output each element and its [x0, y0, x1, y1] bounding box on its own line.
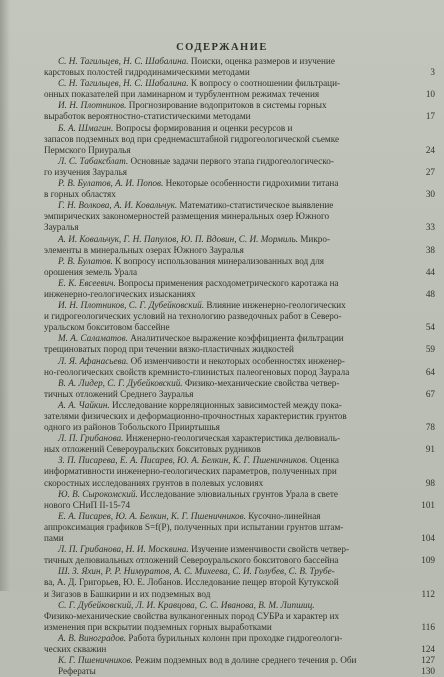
- toc-line: [44, 134, 419, 145]
- toc-title-text: ных отложений Североуральских бокситовых рудников: [44, 444, 261, 455]
- toc-title-text: карстовых полостей гидродинамическими методами: [44, 67, 250, 78]
- toc-title-text: одного из районов Тобольского Прииртышья: [44, 422, 220, 433]
- toc-line: [44, 67, 419, 78]
- toc-line: [44, 234, 419, 245]
- toc-authors: Л. П. Грибанова.: [58, 433, 126, 444]
- toc-line: [44, 278, 419, 289]
- toc-line: [44, 411, 419, 422]
- toc-line: [44, 577, 419, 588]
- toc-authors: Ш. З. Яхин, Р. Р. Нимуратов, А. С. Михеева, С. И. Голубев, С. В. Трубе-: [58, 566, 335, 577]
- toc-authors: К. Г. Пшеничников.: [58, 655, 136, 666]
- toc-page-number: 48: [425, 288, 435, 299]
- toc-page-number: 3: [430, 67, 435, 78]
- toc-authors: Б. А. Шмагин.: [58, 122, 116, 133]
- toc-line: [44, 600, 419, 611]
- toc-line: [44, 289, 419, 300]
- toc-line: [44, 322, 419, 333]
- toc-page-number: 101: [421, 499, 435, 510]
- toc-line: [44, 555, 419, 566]
- toc-line: [44, 200, 419, 211]
- toc-title-text: уральском бокситовом бассейне: [44, 322, 170, 333]
- toc-title-text: го изучения Зауралья: [44, 166, 127, 177]
- toc-title-text: эмпирических закономерностей размещения минеральных озер Южного: [44, 211, 330, 222]
- toc-authors: А. И. Ковальчук, Г. Н. Папулов, Ю. П. Вдовин, С. И. Мормиль.: [58, 233, 301, 244]
- toc-authors: А. А. Чайкин.: [58, 399, 112, 410]
- toc-title-text: орошения земель Урала: [44, 266, 138, 277]
- toc-authors: И. Н. Плотников, С. Г. Дубейковский.: [58, 300, 207, 311]
- toc-authors: Е. К. Евсеевич.: [58, 277, 119, 288]
- toc-page-number: 54: [425, 322, 435, 333]
- toc-line: [44, 489, 419, 500]
- toc-title-text: Изучение изменчивости свойств четвер-: [190, 544, 350, 555]
- toc-entry: [44, 100, 435, 122]
- toc-page-number: 67: [425, 388, 435, 399]
- toc-title-text: Исследование корреляционных зависимостей между пока-: [111, 399, 342, 410]
- toc-entry: [44, 355, 435, 378]
- toc-line: [44, 300, 419, 311]
- toc-line: [44, 589, 419, 600]
- table-of-contents: [44, 56, 435, 677]
- toc-title-text: ва, А. Д. Григорьев, Ю. Е. Лобанов. Исследование пещер второй Кутукской: [44, 577, 339, 588]
- toc-line: [44, 378, 419, 389]
- toc-entry: [44, 510, 435, 544]
- toc-title-text: ческих скважин: [44, 643, 107, 654]
- toc-title-text: К вопросу о соотношении фильтраци-: [190, 78, 341, 89]
- toc-title-text: Исследование элювиальных грунтов Урала в свете: [140, 488, 338, 499]
- toc-entry: [44, 377, 435, 400]
- toc-line: [44, 211, 419, 222]
- toc-line: [44, 145, 419, 156]
- toc-entry: [44, 399, 435, 433]
- toc-entry: [44, 655, 435, 666]
- toc-title-text: Физико-механические свойства четвер-: [184, 377, 340, 388]
- toc-title-text: Математико-статистическое выявление: [179, 200, 334, 211]
- toc-line: [44, 344, 419, 355]
- toc-line: [44, 333, 419, 344]
- toc-title-text: тичных делювиальных отложений Североуральского бокситового бассейна: [44, 555, 339, 566]
- toc-entry: [44, 122, 435, 156]
- toc-line: [44, 522, 419, 533]
- toc-line: [44, 178, 419, 189]
- toc-title-text: Пермского Приуралья: [44, 144, 131, 155]
- toc-line: [44, 466, 419, 477]
- toc-title-text: Поиски, оценка размеров и изучение: [190, 56, 335, 66]
- toc-page-number: 91: [425, 444, 435, 455]
- toc-title-text: Некоторые особенности гидрохимии титана: [165, 178, 339, 189]
- toc-title-text: Кусочно-линейная: [248, 510, 321, 521]
- toc-line: [44, 78, 419, 89]
- toc-line: [44, 56, 419, 67]
- toc-entry: [44, 488, 435, 511]
- toc-entry: [44, 566, 435, 599]
- toc-title-text: и гидрогеологических условий на технологию разведочных работ в Северо-: [44, 311, 342, 322]
- toc-line: [44, 256, 419, 267]
- toc-page-number: 10: [425, 89, 435, 100]
- toc-title-text: Аналитическое выражение коэффициента фильтрации: [130, 333, 344, 344]
- toc-authors: Л. П. Грибанова, Н. И. Москвина.: [58, 544, 191, 555]
- toc-line: [44, 356, 419, 367]
- toc-line: [44, 167, 419, 178]
- toc-title-text: но-геологических свойств кремнисто-глинистых палеогеновых пород Заурала: [44, 366, 350, 377]
- toc-line: [44, 123, 419, 134]
- toc-line: [44, 644, 419, 655]
- toc-authors: А. В. Виноградов.: [58, 632, 129, 643]
- toc-authors: Л. Я. Афанасьева.: [58, 355, 131, 366]
- toc-line: [44, 478, 419, 489]
- toc-line: [44, 444, 419, 455]
- toc-page-number: 130: [421, 666, 435, 677]
- toc-title-text: в горных областях: [44, 189, 116, 200]
- toc-title-text: Об изменчивости и некоторых особенностях инженер-: [130, 355, 345, 366]
- toc-line: [44, 100, 419, 111]
- toc-page-number: 104: [421, 533, 435, 544]
- toc-title-text: пами: [44, 533, 64, 544]
- page-title: СОДЕРЖАНИЕ: [176, 42, 268, 53]
- toc-title-text: Основные задачи первого этапа гидрогеологическо-: [130, 155, 334, 166]
- toc-entry: [44, 277, 435, 300]
- toc-page-number: 64: [425, 366, 435, 377]
- toc-page-number: 17: [425, 111, 435, 122]
- toc-line: [44, 611, 419, 622]
- toc-line: [44, 433, 419, 444]
- toc-line: [44, 566, 419, 577]
- toc-title-text: Физико-механические свойства вулканогенных пород СУБРа и характер их: [44, 610, 340, 621]
- toc-authors: Г. Н. Волкова, А. И. Ковальчук.: [58, 200, 180, 211]
- toc-title-text: Прогнозирование водопритоков в системы горных: [128, 100, 327, 111]
- toc-authors: С. Г. Дубейковский, Л. И. Кравцова, С. С. Иванова, В. М. Липшиц.: [58, 599, 315, 610]
- toc-entry: [44, 455, 435, 488]
- toc-page-number: 127: [421, 655, 435, 666]
- toc-authors: Р. В. Булатов.: [58, 255, 116, 266]
- toc-page-number: 27: [425, 166, 435, 177]
- toc-line: [44, 245, 419, 256]
- toc-authors: Л. С. Табаксблат.: [58, 155, 131, 166]
- toc-line: [44, 156, 419, 167]
- toc-entry: [44, 56, 435, 78]
- toc-title-text: и Зигазов в Башкирии и их подземных вод: [44, 588, 211, 599]
- toc-entry: [44, 666, 435, 677]
- toc-line: [44, 633, 419, 644]
- toc-authors: Р. В. Булатов, А. И. Попов.: [58, 178, 166, 189]
- toc-page-number: 30: [425, 189, 435, 200]
- toc-entry: [44, 255, 435, 278]
- toc-line: [44, 655, 419, 666]
- toc-page-number: 38: [425, 244, 435, 255]
- toc-entry: [44, 233, 435, 256]
- toc-title-text: нового СНиП II-15-74: [44, 499, 131, 510]
- toc-entry: [44, 155, 435, 178]
- toc-line: [44, 666, 419, 677]
- toc-title-text: Рефераты: [58, 666, 96, 677]
- toc-title-text: Вопросы применения расходометрического каротажа на: [118, 277, 339, 288]
- toc-title-text: Инженерно-геологическая характеристика делювиаль-: [125, 433, 341, 444]
- toc-title-text: информативности инженерно-геологических параметров, полученных при: [44, 466, 337, 477]
- toc-authors: М. А. Саламатов.: [58, 333, 131, 344]
- toc-line: [44, 422, 419, 433]
- toc-title-text: зателями физических и деформационно-прочностных характеристик грунтов: [44, 411, 347, 421]
- toc-page-number: 116: [421, 621, 435, 632]
- toc-page-number: 78: [425, 422, 435, 433]
- toc-line: [44, 367, 419, 378]
- toc-page-number: 44: [425, 266, 435, 277]
- toc-line: [44, 89, 419, 100]
- toc-authors: Ю. В. Сырокомский.: [58, 488, 141, 499]
- toc-line: [44, 222, 419, 233]
- toc-entry: [44, 333, 435, 355]
- toc-line: [44, 267, 419, 278]
- toc-line: [44, 311, 419, 322]
- toc-page-number: 24: [425, 144, 435, 155]
- toc-title-text: Работа бурильных колонн при проходке гидрогеологи-: [128, 632, 343, 643]
- toc-entry: [44, 300, 435, 333]
- toc-page-number: 112: [421, 588, 435, 599]
- toc-line: [44, 533, 419, 544]
- toc-line: [44, 622, 419, 633]
- toc-entry: [44, 632, 435, 655]
- toc-line: [44, 389, 419, 400]
- toc-entry: [44, 544, 435, 566]
- toc-page-number: 98: [425, 477, 435, 488]
- toc-title-text: онных показателей при ламинарном и турбулентном режимах течения: [44, 89, 320, 100]
- toc-title-text: Режим подземных вод в долине среднего течения р. Оби: [135, 655, 357, 666]
- toc-authors: В. А. Лидер, С. Г. Дубейковский.: [58, 377, 185, 388]
- toc-title-text: Микро-: [300, 233, 331, 244]
- toc-line: [44, 544, 419, 555]
- toc-title-text: изменения при вскрытии подземных горных выработками: [44, 621, 272, 632]
- toc-title-text: Влияние инженерно-геологических: [206, 300, 346, 311]
- toc-title-text: Зауралья: [44, 222, 79, 233]
- toc-authors: Е. А. Писарев, Ю. А. Белкин, К. Г. Пшеничников.: [58, 510, 249, 521]
- toc-title-text: Вопросы формирования и оценки ресурсов и: [115, 122, 293, 133]
- toc-authors: З. П. Писарева, Е. А. Писарев, Ю. А. Белкин, К. Г. Пшеничников.: [58, 455, 311, 466]
- toc-entry: [44, 200, 435, 233]
- toc-title-text: скоростных исследованиях грунтов в полевых условиях: [44, 477, 264, 488]
- toc-title-text: трещиноватых пород при течении вязко-пластичных жидкостей: [44, 344, 294, 355]
- toc-title-text: выработок вероятностно-статистическими методами: [44, 111, 251, 122]
- toc-page-number: 59: [425, 344, 435, 355]
- toc-title-text: аппроксимация графиков S=f(P), полученных при испытании грунтов штам-: [44, 521, 344, 532]
- toc-line: [44, 455, 419, 466]
- toc-authors: С. Н. Тагильцев, Н. С. Шабалина.: [58, 78, 191, 89]
- toc-entry: [44, 433, 435, 455]
- toc-page-number: 124: [421, 643, 435, 654]
- toc-line: [44, 511, 419, 522]
- toc-line: [44, 189, 419, 200]
- toc-entry: [44, 78, 435, 100]
- toc-page-number: 109: [421, 555, 435, 566]
- toc-title-text: элементы в минеральных озерах Южного Зауралья: [44, 244, 244, 255]
- toc-entry: [44, 599, 435, 633]
- toc-line: [44, 500, 419, 511]
- toc-title-text: Оценка: [310, 455, 339, 466]
- toc-line: [44, 111, 419, 122]
- toc-title-text: тичных отложений Среднего Зауралья: [44, 388, 194, 399]
- toc-title-text: запасов подземных вод при среднемасштабной гидрогеологической съемке: [44, 133, 340, 144]
- toc-authors: И. Н. Плотников.: [58, 100, 129, 111]
- toc-title-text: инженерно-геологических изысканиях: [44, 288, 196, 299]
- toc-authors: С. Н. Тагильцев, Н. С. Шабалина.: [58, 56, 191, 66]
- toc-title-text: К вопросу использования минерализованных вод для: [115, 255, 325, 266]
- toc-entry: [44, 178, 435, 200]
- toc-page-number: 33: [425, 222, 435, 233]
- toc-line: [44, 400, 419, 411]
- page-binding-shadow: [0, 0, 10, 591]
